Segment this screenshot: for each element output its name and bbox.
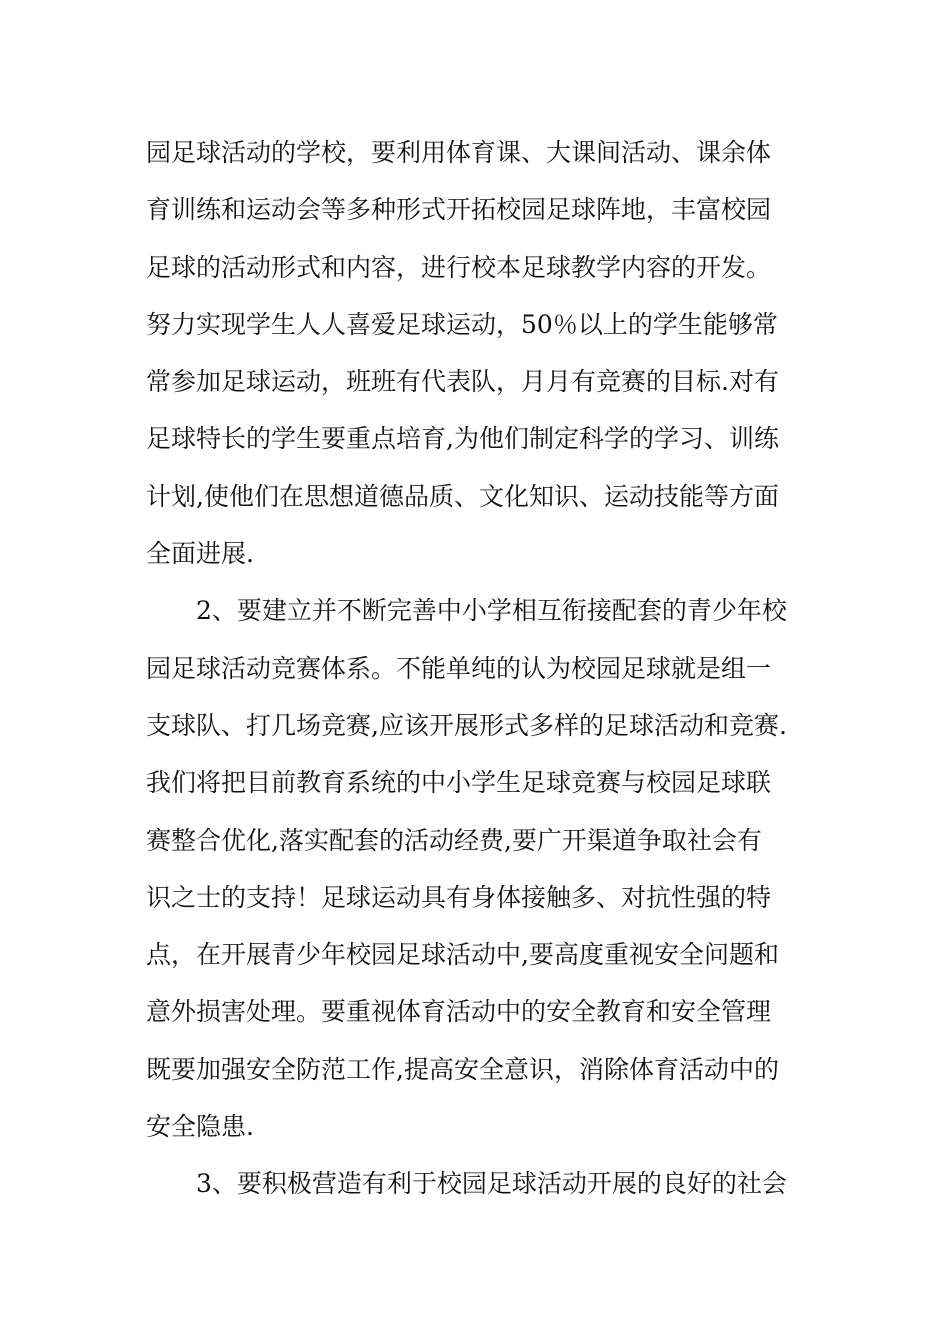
text-line: 计划,使他们在思想道德品质、文化知识、运动技能等方面 [146, 481, 779, 511]
paragraph-start-line: 3、要积极营造有利于校园足球活动开展的良好的社会 [196, 1169, 787, 1199]
text-line: 赛整合优化,落实配套的活动经费,要广开渠道争取社会有 [146, 825, 762, 855]
text-line: 足球特长的学生要重点培育,为他们制定科学的学习、训练 [146, 424, 779, 454]
text-line: 努力实现学生人人喜爱足球运动，50％以上的学生能够常 [146, 309, 778, 339]
text-line: 支球队、打几场竞赛,应该开展形式多样的足球活动和竞赛. [146, 710, 787, 740]
paragraph-start-line: 2、要建立并不断完善中小学相互衔接配套的青少年校 [196, 596, 787, 626]
text-line: 识之士的支持！足球运动具有身体接触多、对抗性强的特 [146, 882, 772, 912]
text-line: 我们将把目前教育系统的中小学生足球竞赛与校园足球联 [146, 768, 772, 798]
text-line: 育训练和运动会等多种形式开拓校园足球阵地，丰富校园 [146, 195, 772, 225]
text-line: 点，在开展青少年校园足球活动中,要高度重视安全问题和 [146, 940, 779, 970]
text-line: 足球的活动形式和内容，进行校本足球教学内容的开发。 [146, 252, 772, 282]
text-line: 园足球活动竞赛体系。不能单纯的认为校园足球就是组一 [146, 653, 772, 683]
text-line: 安全隐患. [146, 1112, 254, 1142]
text-line: 常参加足球运动，班班有代表队，月月有竞赛的目标.对有 [146, 367, 779, 397]
body-text [146, 128, 826, 1217]
text-line: 全面进展. [146, 539, 254, 569]
text-line: 园足球活动的学校，要利用体育课、大课间活动、课余体 [146, 138, 772, 167]
text-line: 意外损害处理。要重视体育活动中的安全教育和安全管理 [146, 997, 772, 1027]
text-line: 既要加强安全防范工作,提高安全意识，消除体育活动中的 [146, 1054, 779, 1084]
